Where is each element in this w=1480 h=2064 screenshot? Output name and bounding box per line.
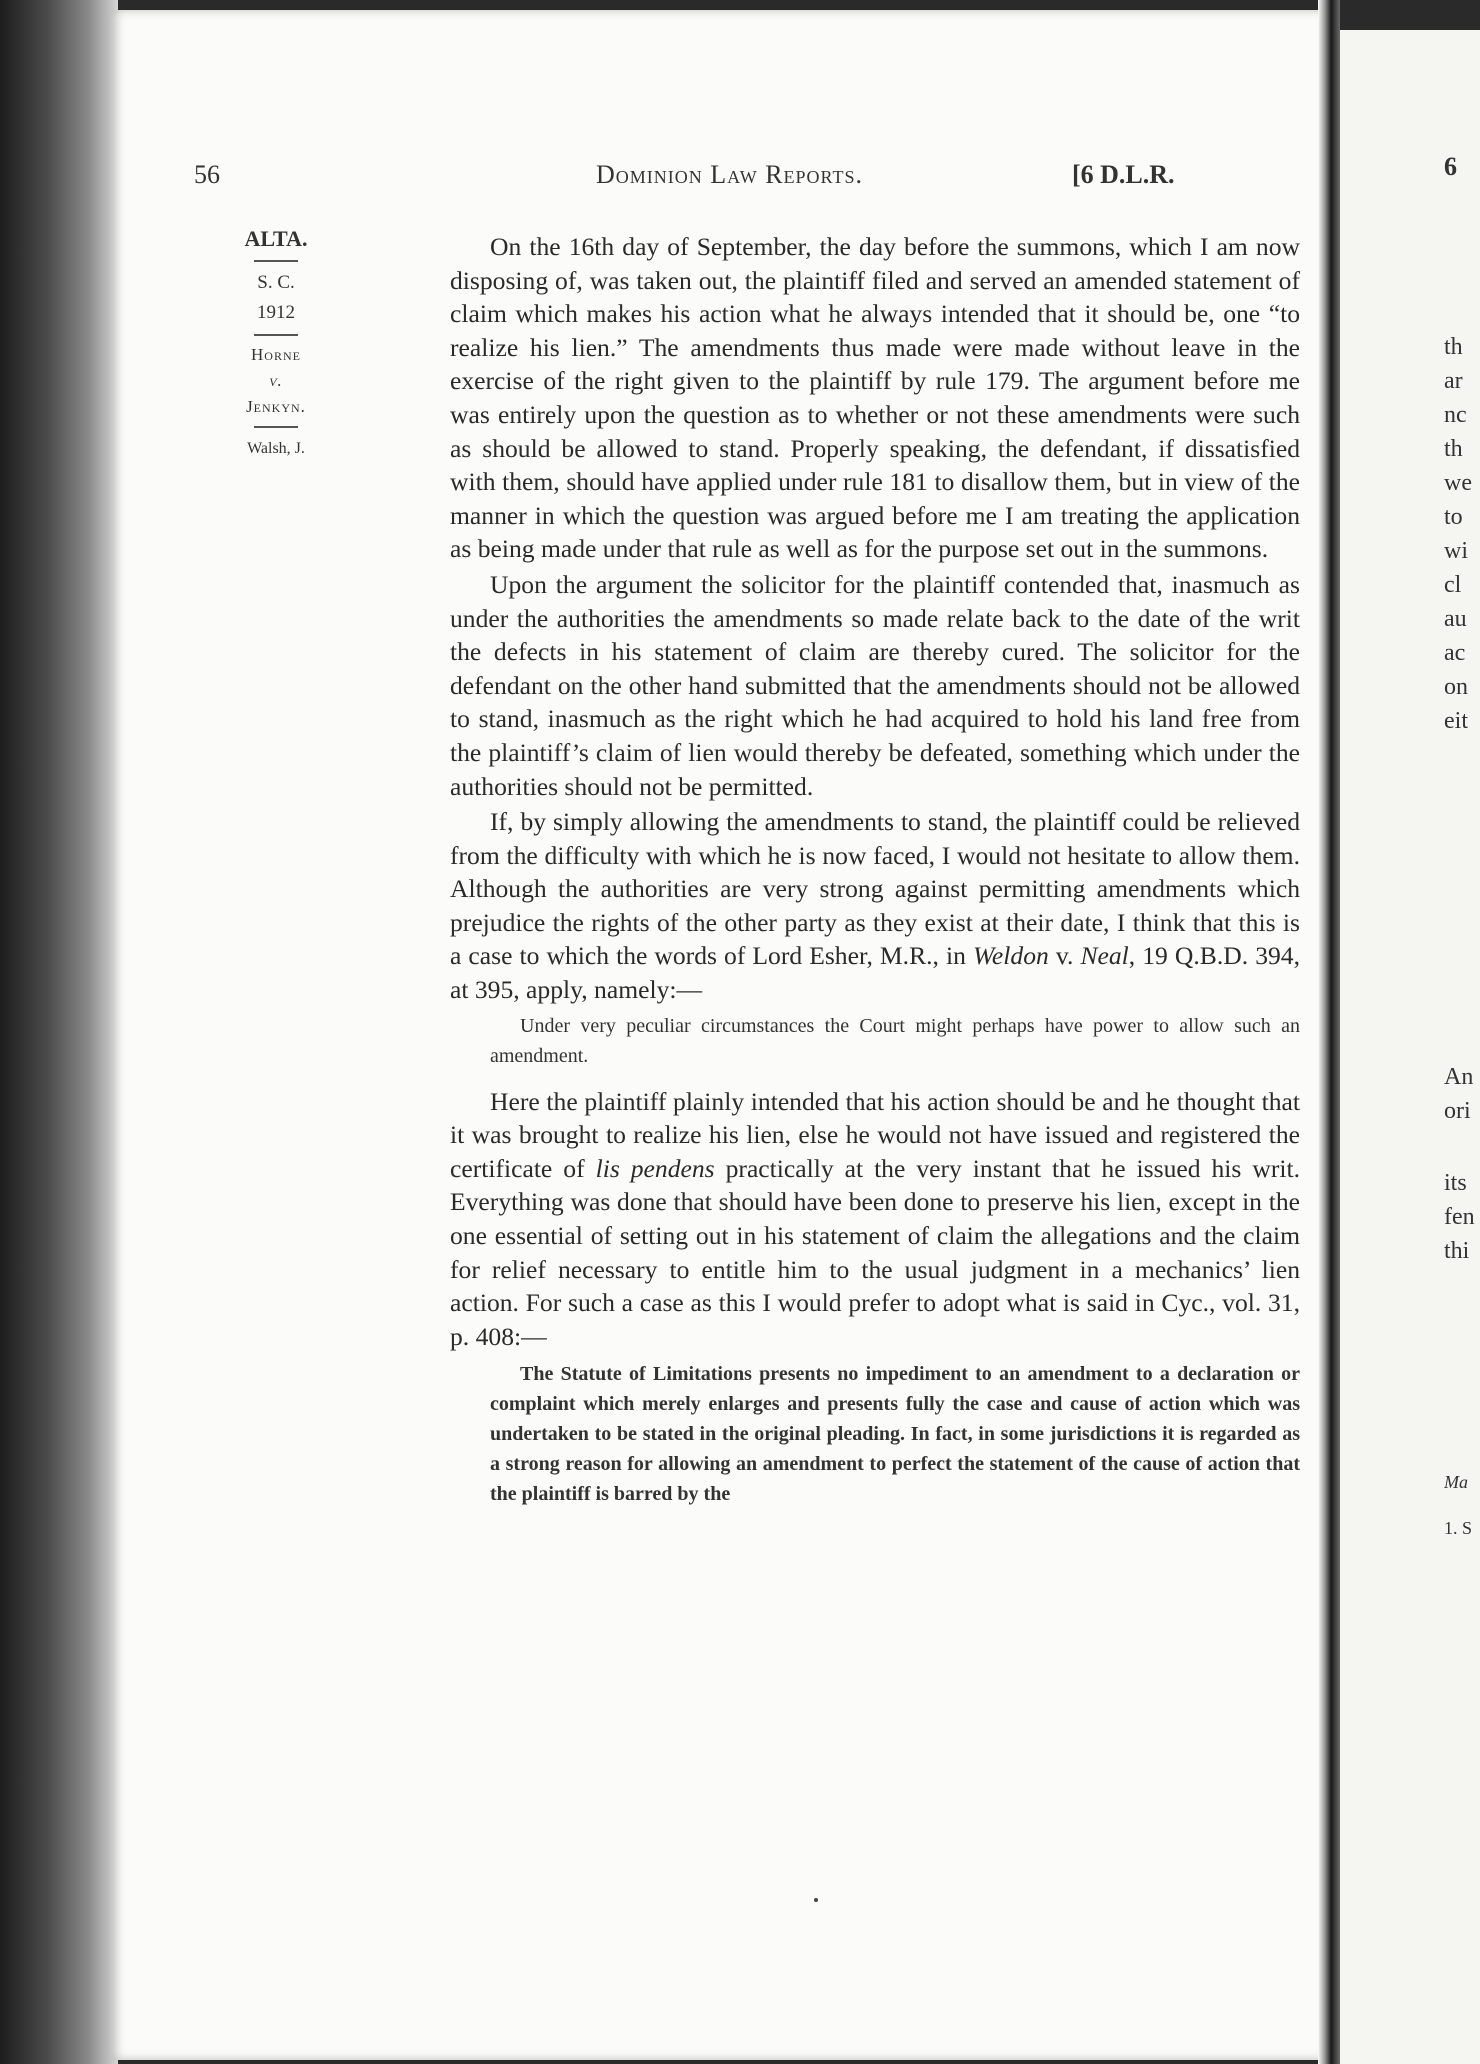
adjacent-page-fragment: we <box>1444 470 1472 496</box>
adjacent-page-fragment: 1. S <box>1444 1518 1473 1538</box>
journal-title: Dominion Law Reports. <box>596 160 863 189</box>
adjacent-page-fragment: fen <box>1444 1204 1475 1230</box>
latin-term: lis pendens <box>595 1153 715 1183</box>
adjacent-page-fragment: Ma <box>1444 1472 1468 1492</box>
paragraph: On the 16th day of September, the day before the summons, which I am now disposing of, was taken out, the plaintiff filed and served an amended statement of claim which makes his action what he always intended that it should be, one “to realize his lien.” The amendments thus made were made without leave in the exercise of the right given to the plaintiff by rule 179. The argument before me was entirely upon the question as to whether or not these amendments were such as should be allowed to stand. Properly speaking, the defendant, if dissatisfied with them, should have applied under rule 181 to disallow them, but in view of the manner in which the question was argued before me I am treating the application as being made under that rule as well as for the purpose set out in the summons. <box>450 232 1300 564</box>
adjacent-page-fragment: to <box>1444 504 1463 530</box>
sidenote-rule <box>254 426 298 428</box>
margin-sidenote <box>210 224 342 464</box>
adjacent-page-fragment: eit <box>1444 708 1468 734</box>
judgment-text <box>450 230 1300 1523</box>
paragraph <box>450 805 1300 1007</box>
page-speck <box>814 1898 818 1902</box>
paragraph-text: Here the plaintiff plainly intended that his action should be and he thought that it was brought to realize his lien, else he would not have issued and registered the certificate of <box>450 1086 1300 1183</box>
paragraph-text: practically at the very instant that he issued his writ. Everything was done that should have been done to preserve his lien, except in the one essential of setting out in his statement of claim the allegations and the claim for relief necessary to entitle him to the usual judgment in a mechanics’ lien action. For such a case as this I would prefer to adopt what is said in Cyc., vol. 31, p. 408:— <box>450 1153 1300 1351</box>
defendant-name: Jenkyn. <box>246 397 306 416</box>
adjacent-page-fragment: au <box>1444 606 1467 632</box>
paragraph-text: If, by simply allowing the amendments to stand, the plaintiff could be relieved from the difficulty with which he is now faced, I would not hesitate to allow them. Although the authorities are very strong against permitting amendments which prejudice the rights of the other party as they exist at their date, I think that this is a case to which the words of Lord Esher, M.R., in <box>450 807 1300 971</box>
adjacent-page-fragment: ori <box>1444 1098 1471 1124</box>
sidenote-rule <box>254 334 298 336</box>
judge-name: Walsh, J. <box>247 440 305 457</box>
adjacent-page-fragment: 6 <box>1444 152 1457 181</box>
adjacent-page-fragment: wi <box>1444 538 1468 564</box>
adjacent-page-fragment: th <box>1444 436 1463 462</box>
book-page <box>110 10 1330 2060</box>
court-label: S. C. <box>257 272 295 293</box>
versus-label: v. <box>269 371 283 390</box>
adjacent-page-fragment: An <box>1444 1064 1474 1090</box>
volume-reference: [6 D.L.R. <box>1072 160 1175 189</box>
case-name: Weldon <box>972 941 1049 971</box>
province-label: ALTA. <box>244 226 308 251</box>
page-number: 56 <box>194 160 220 189</box>
page-gutter <box>1318 0 1340 2064</box>
adjacent-page-fragment: ar <box>1444 368 1463 394</box>
versus-text: v. <box>1048 941 1081 971</box>
adjacent-page-fragment: th <box>1444 334 1463 360</box>
book-binding-edge <box>0 0 118 2064</box>
adjacent-page-fragment: its <box>1444 1170 1467 1196</box>
adjacent-page-fragment: on <box>1444 674 1468 700</box>
running-head <box>110 160 1330 200</box>
block-quote: Under very peculiar circumstances the Court might perhaps have power to allow such an amendment. <box>490 1014 1300 1067</box>
year-label: 1912 <box>257 302 295 323</box>
paragraph <box>450 1085 1300 1354</box>
citation-text: , 19 Q.B.D. 394, at 395, apply, namely:— <box>450 941 1300 1005</box>
sidenote-rule <box>254 260 298 262</box>
paragraph: Upon the argument the solicitor for the plaintiff contended that, inasmuch as under the authorities the amendments so made relate back to the date of the writ the defects in his statement of claim are thereby cured. The solicitor for the defendant on the other hand submitted that the amendments should not be allowed to stand, inasmuch as the right which he had acquired to hold his land free from the plaintiff’s claim of lien would thereby be defeated, something which under the authorities should not be permitted. <box>450 569 1300 801</box>
case-name: Neal <box>1080 941 1129 971</box>
adjacent-page-fragment: nc <box>1444 402 1467 428</box>
adjacent-page-fragment: cl <box>1444 572 1462 598</box>
adjacent-page-fragment: ac <box>1444 640 1466 666</box>
adjacent-page-fragment: thi <box>1444 1238 1470 1264</box>
block-quote: The Statute of Limitations presents no impediment to an amendment to a declaration or complaint which merely enlarges and presents fully the case and cause of action which was undertaken to be stated in the original pleading. In fact, in some jurisdictions it is regarded as a strong reason for allowing an amendment to perfect the statement of the cause of action that the plaintiff is barred by the <box>490 1363 1300 1506</box>
plaintiff-name: Horne <box>251 345 301 364</box>
